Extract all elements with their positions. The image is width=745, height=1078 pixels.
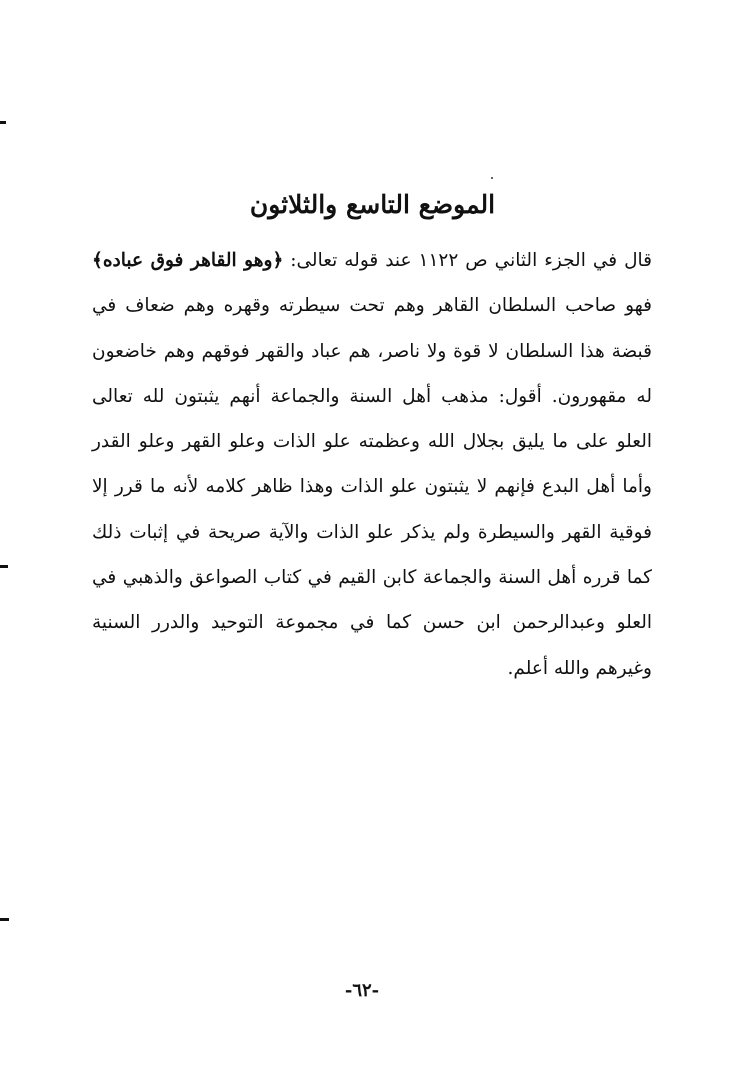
quran-close-bracket: ﴾ <box>92 250 103 271</box>
section-heading: الموضع التاسع والثلاثون <box>249 190 496 219</box>
body-paragraph <box>92 238 652 691</box>
commentary-text: فهو صاحب السلطان القاهر وهم تحت سيطرته وقهره وهم ضعاف في قبضة هذا السلطان لا قوة ولا ناصر، هم عباد والقهر فوقهم وهم خاضعون له مقهورون. أقول: مذهب أهل السنة والجماعة أنهم يثبتون لله تعالى العلو على ما يليق بجلال الله وعظمته علو الذات وعلو القهر وعلو القدر وأما أهل البدع فإنهم لا يثبتون علو الذات وهذا ظاهر كلامه لأنه ما قرر إلا فوقية القهر والسيطرة ولم يذكر علو الذات والآية صريحة في إثبات ذلك كما قرره أهل السنة والجماعة كابن القيم في كتاب الصواعق والذهبي في العلو وعبدالرحمن ابن حسن كما في مجموعة التوحيد والدرر السنية وغيرهم والله أعلم. <box>92 295 652 679</box>
quran-open-bracket: ﴿ <box>272 250 284 271</box>
intro-text: قال في الجزء الثاني ص ١١٢٢ عند قوله تعالى: <box>283 250 653 271</box>
quran-verse: وهو القاهر فوق عباده <box>102 250 273 271</box>
scan-speck <box>491 177 493 179</box>
page-number: -٦٢- <box>344 980 380 1001</box>
scan-edge-mark <box>0 565 8 568</box>
scan-edge-mark <box>0 121 6 124</box>
scan-edge-mark <box>0 918 9 921</box>
